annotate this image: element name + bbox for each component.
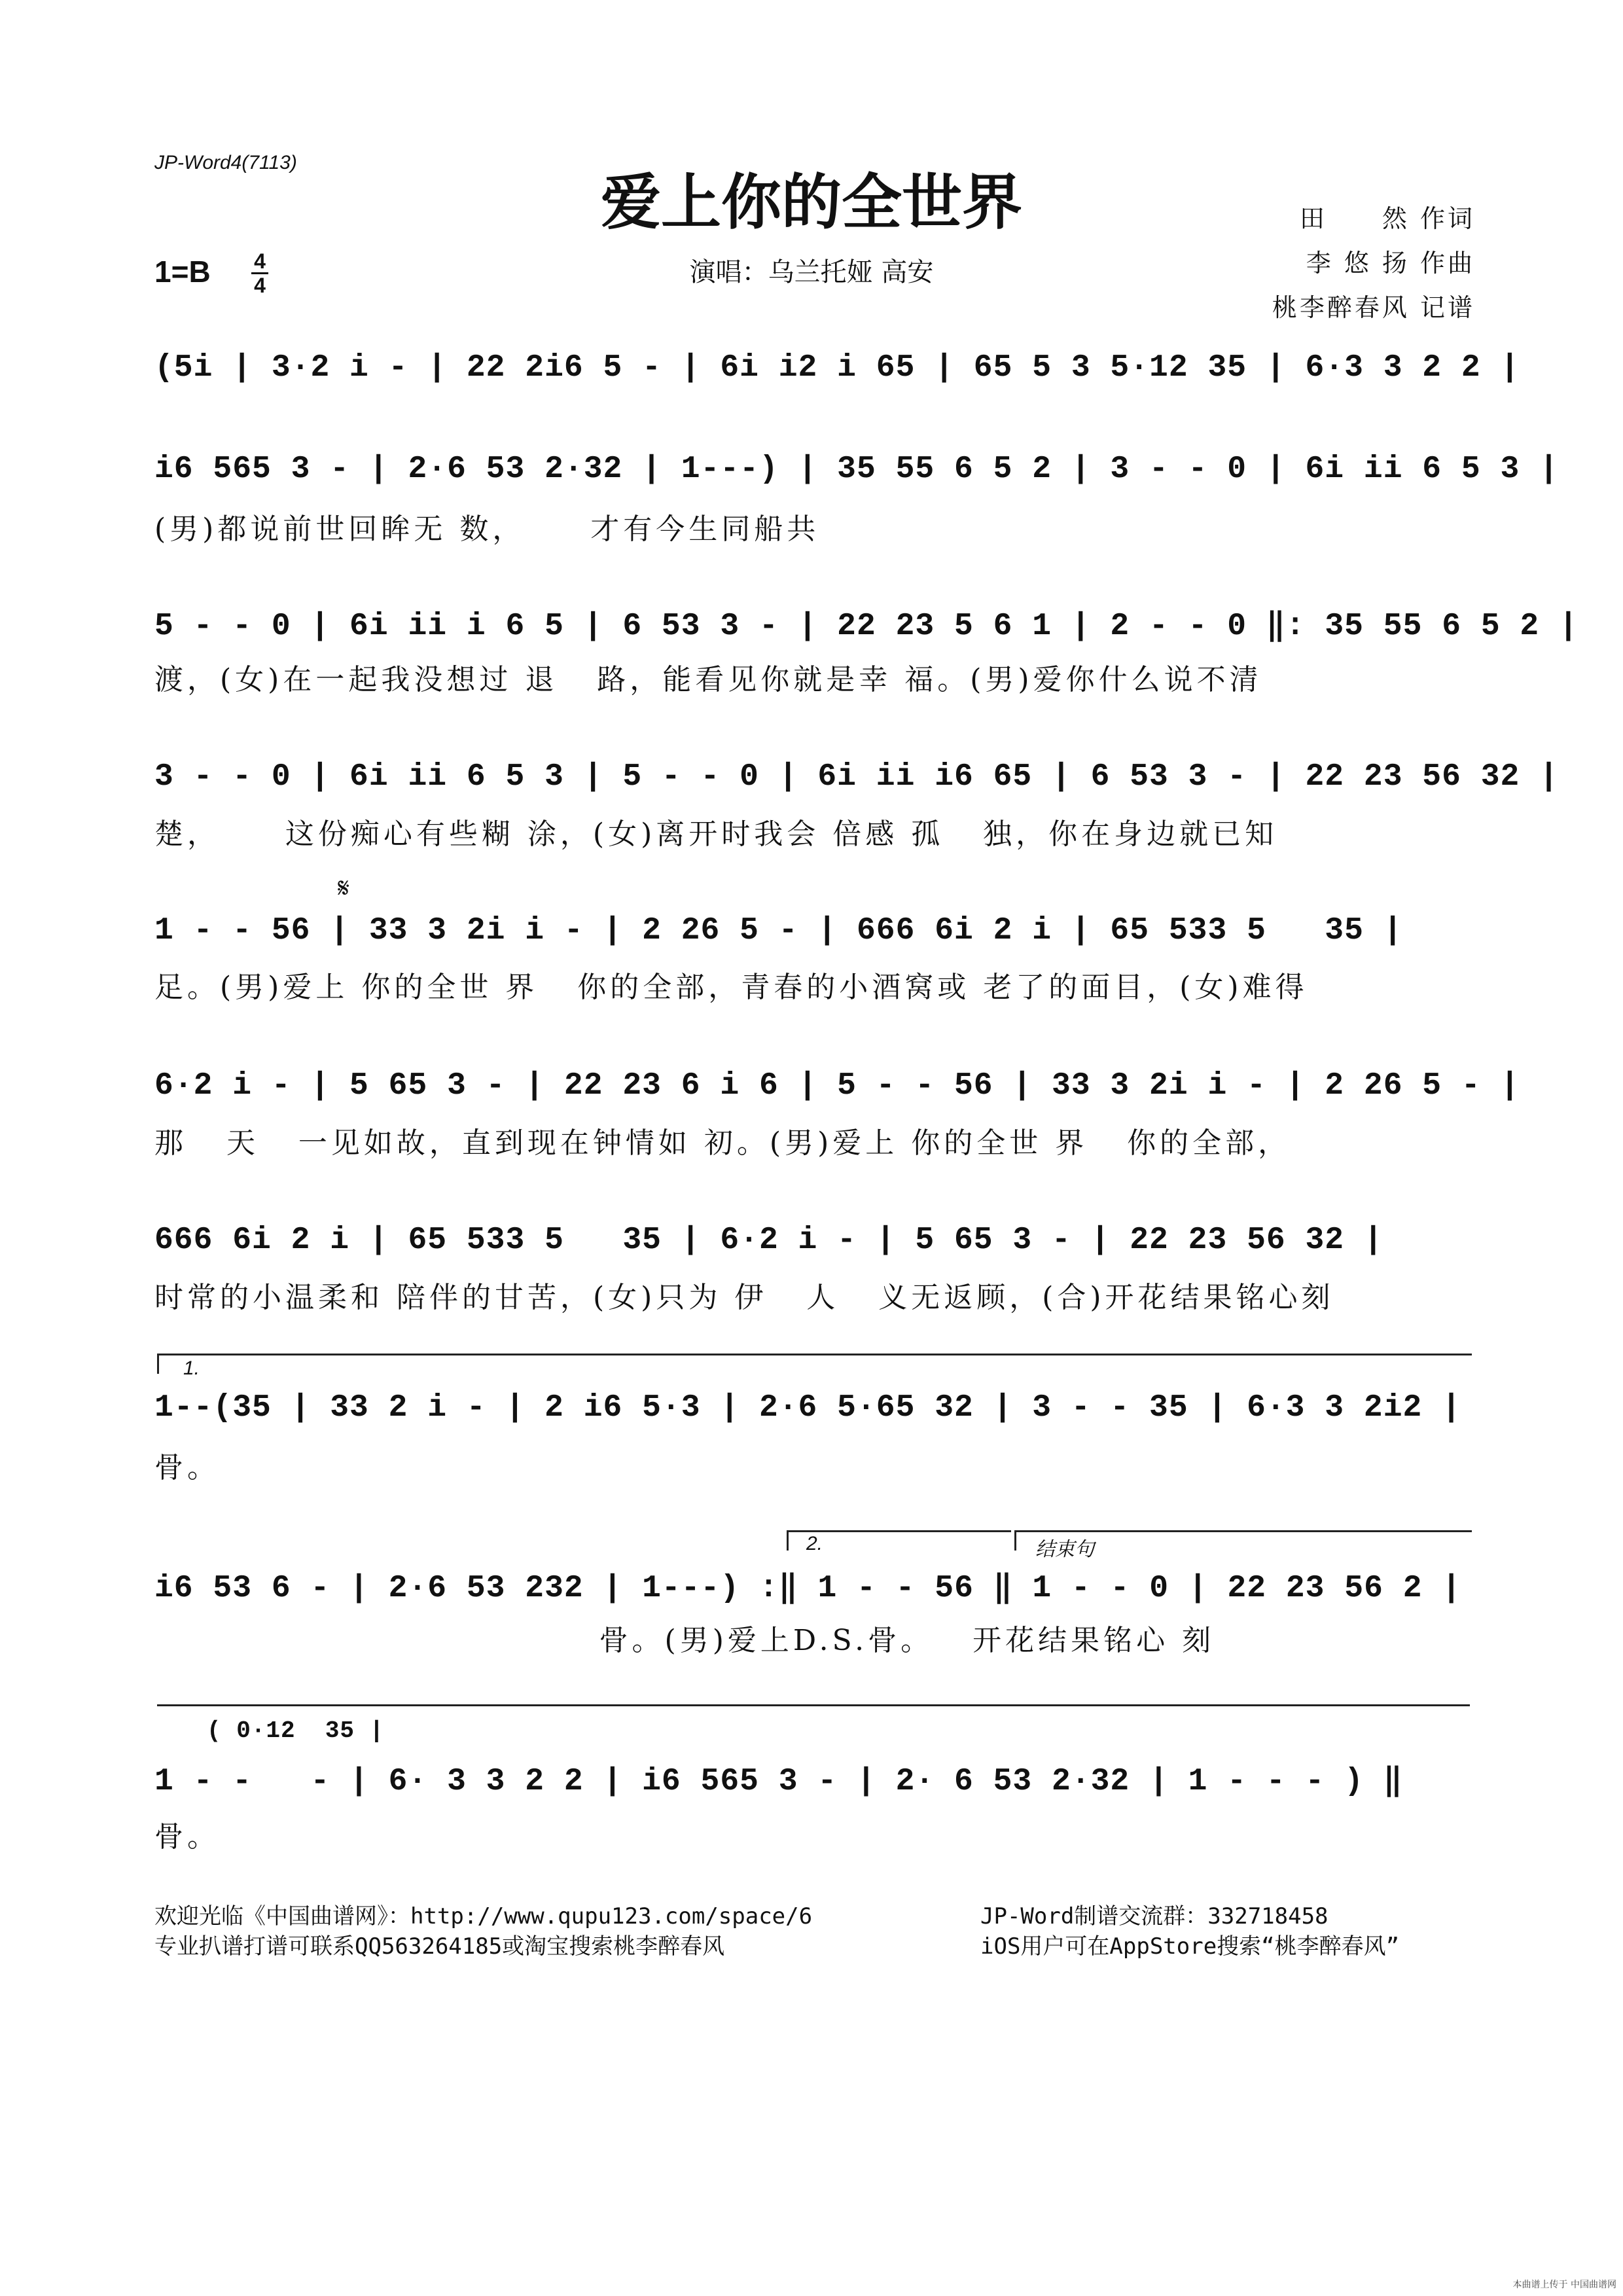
footer-line2-right: iOS用户可在AppStore搜索“桃李醉春风” xyxy=(980,1933,1400,1960)
lyric-row-7: 时常的小温柔和 陪伴的甘苦，(女)只为 伊 人 义无返顾，(合)开花结果铭心刻 xyxy=(154,1281,1334,1314)
lyric-row-3: 渡，(女)在一起我没想过 退 路，能看见你就是幸 福。(男)爱你什么说不清 xyxy=(154,663,1262,696)
notation-row-1: (5i | 3·2 i - | 22 2i6 5 - | 6i i2 i 65 | 65 5 3 5·12 35 | 6·3 3 2 2 | xyxy=(154,350,1520,386)
volta-2-label: 2. xyxy=(806,1533,823,1554)
key-signature: 1=B xyxy=(154,255,211,289)
segno-sign: 𝄋 xyxy=(338,872,350,904)
volta-1-label: 1. xyxy=(183,1357,200,1379)
transcriber: 桃李醉春风 记谱 xyxy=(1272,293,1475,322)
lyric-row-9: 骨。(男)爱上D.S.骨。 开花结果铭心 刻 xyxy=(154,1624,1215,1657)
notation-row-8: 1--(35 | 33 2 i - | 2 i6 5·3 | 2·6 5·65 32 | 3 - - 35 | 6·3 3 2i2 | xyxy=(154,1390,1461,1426)
notation-row-7: 666 6i 2 i | 65 533 5 35 | 6·2 i - | 5 65 3 - | 22 23 56 32 | xyxy=(154,1223,1383,1258)
volta-1-bracket xyxy=(157,1354,1472,1374)
upload-stamp: 本曲谱上传于 中国曲谱网 xyxy=(1512,2280,1616,2290)
lyric-row-8: 骨。 xyxy=(154,1451,220,1484)
notation-row-2: i6 565 3 - | 2·6 53 2·32 | 1---) | 35 55 6 5 2 | 3 - - 0 | 6i ii 6 5 3 | xyxy=(154,452,1559,487)
footer-line1-left: 欢迎光临《中国曲谱网》：http://www.qupu123.com/space/6 xyxy=(154,1903,813,1929)
lyric-row-5: 足。(男)爱上 你的全世 界 你的全部，青春的小酒窝或 老了的面目，(女)难得 xyxy=(154,971,1308,1004)
ending-label: 结束句 xyxy=(1035,1539,1094,1560)
time-bottom: 4 xyxy=(254,274,266,297)
software-label: JP-Word4(7113) xyxy=(154,152,297,173)
composer: 李 悠 扬 作曲 xyxy=(1306,249,1475,278)
notation-row-3: 5 - - 0 | 6i ii i 6 5 | 6 53 3 - | 22 23 5 6 1 | 2 - - 0 ‖: 35 55 6 5 2 | xyxy=(154,609,1578,644)
footer-line2-left: 专业扒谱打谱可联系QQ563264185或淘宝搜索桃李醉春风 xyxy=(154,1933,725,1960)
notation-row-6: 6·2 i - | 5 65 3 - | 22 23 6 i 6 | 5 - - 56 | 33 3 2i i - | 2 26 5 - | xyxy=(154,1068,1520,1103)
footer-line1-right: JP-Word制谱交流群：332718458 xyxy=(980,1903,1329,1929)
lyric-row-4: 楚， 这份痴心有些糊 涂，(女)离开时我会 倍感 孤 独，你在身边就已知 xyxy=(154,817,1278,851)
notation-row-10: 1 - - - | 6· 3 3 2 2 | i6 565 3 - | 2· 6 53 2·32 | 1 - - - ) ‖ xyxy=(154,1764,1403,1799)
lyricist: 田 然 作词 xyxy=(1299,204,1475,233)
time-top: 4 xyxy=(254,249,266,273)
song-title: 爱上你的全世界 xyxy=(600,168,1022,238)
notation-row-4: 3 - - 0 | 6i ii 6 5 3 | 5 - - 0 | 6i ii i6 65 | 6 53 3 - | 22 23 56 32 | xyxy=(154,759,1559,795)
lyric-row-2: (男)都说前世回眸无 数， 才有今生同船共 xyxy=(154,512,820,546)
lyric-row-6: 那 天 一见如故，直到现在钟情如 初。(男)爱上 你的全世 界 你的全部， xyxy=(154,1126,1291,1160)
singer: 演唱：乌兰托娅 高安 xyxy=(689,257,934,287)
notation-row-5: 1 - - 56 | 33 3 2i i - | 2 26 5 - | 666 6i 2 i | 65 533 5 35 | xyxy=(154,913,1403,948)
intro-small-notes: ( 0·12 35 | xyxy=(207,1717,385,1744)
lyric-row-10: 骨。 xyxy=(154,1820,220,1854)
notation-row-9: i6 53 6 - | 2·6 53 232 | 1---) :‖ 1 - - 56 ‖ 1 - - 0 | 22 23 56 2 | xyxy=(154,1571,1462,1606)
